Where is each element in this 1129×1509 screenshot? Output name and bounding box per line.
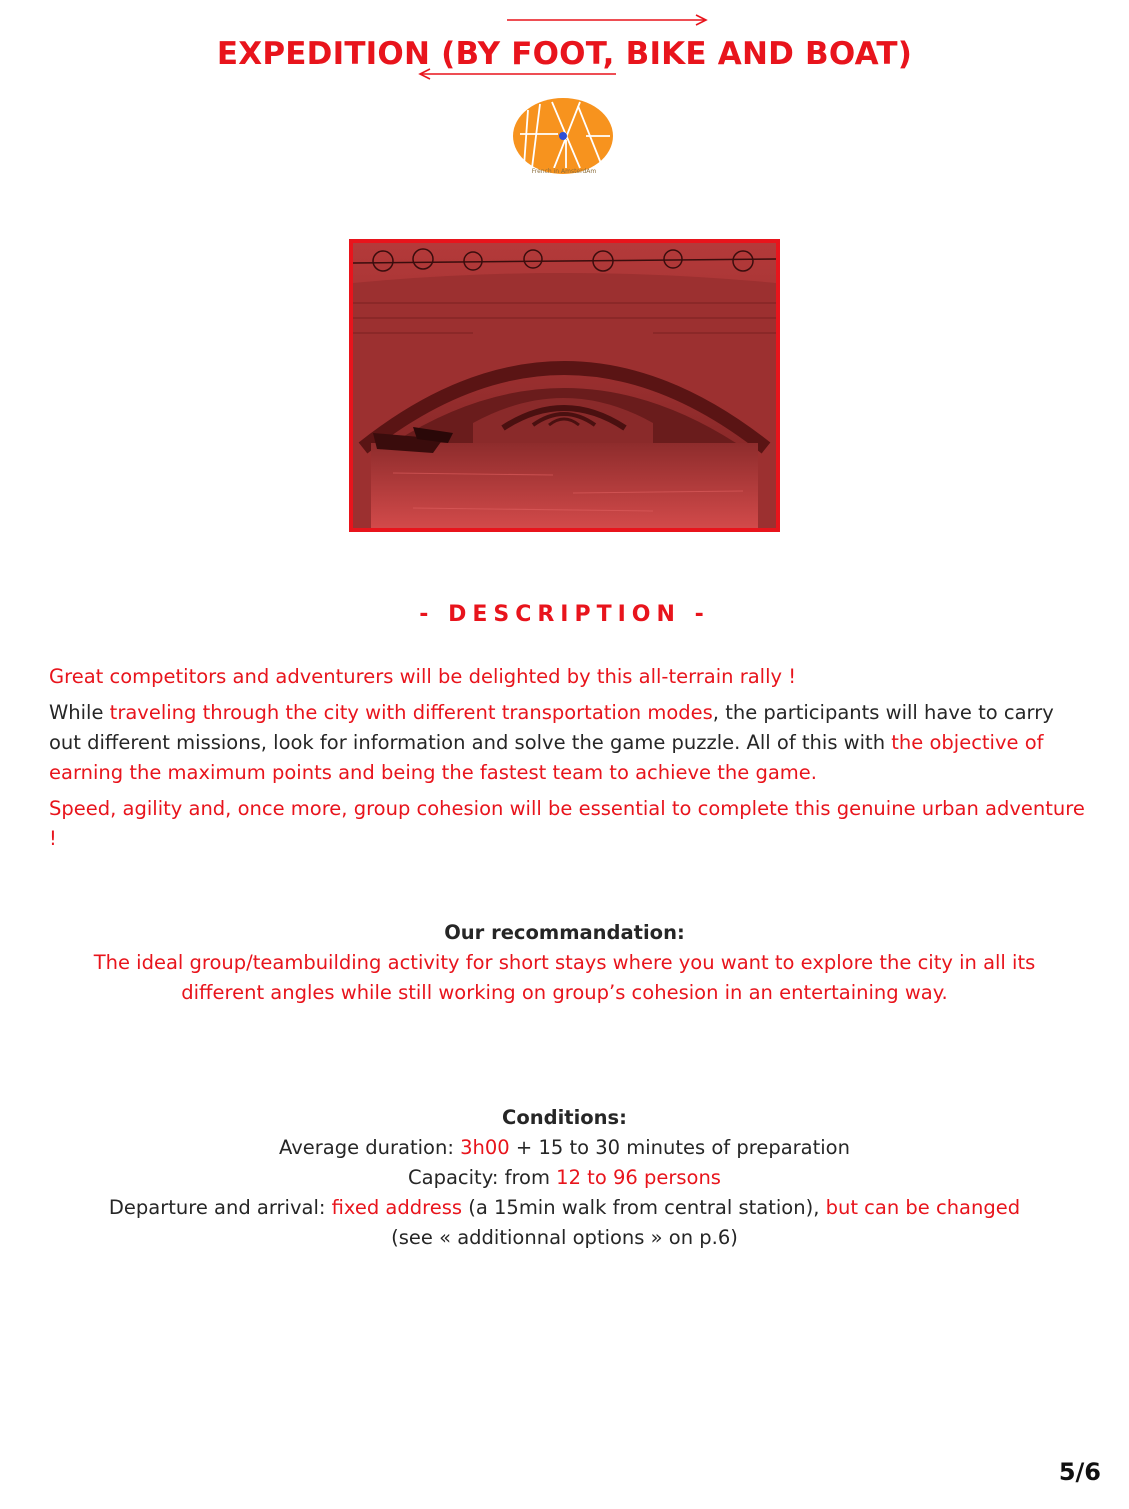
recommendation-heading: Our recommandation: <box>444 921 685 944</box>
recommendation-block <box>0 918 1129 1008</box>
duration-label: Average duration: <box>279 1136 461 1159</box>
departure-label: Departure and arrival: <box>108 1196 332 1219</box>
conditions-heading: Conditions: <box>502 1106 627 1129</box>
title-block <box>0 14 1129 86</box>
description-p2-d: the objective of earning the maximum points and being the fastest team to achieve the game. <box>49 731 1044 784</box>
conditions-duration <box>0 1133 1129 1163</box>
recommendation-body: The ideal group/teambuilding activity for short stays where you want to explore the city in all its different angles while still working on group’s cohesion in an entertaining way. <box>93 951 1036 1004</box>
description-paragraph-3: Speed, agility and, once more, group cohesion will be essential to complete this genuine urban adventure ! <box>49 797 1085 850</box>
conditions-see-options: (see « additionnal options » on p.6) <box>391 1226 738 1249</box>
conditions-block <box>0 1103 1129 1253</box>
logo-caption: French in AmsterdAm <box>531 168 597 175</box>
description-p2-b: traveling through the city with different transportation modes <box>109 701 713 724</box>
description-paragraph-2 <box>49 698 1089 788</box>
conditions-departure <box>0 1193 1129 1223</box>
description-title: - DESCRIPTION - <box>419 602 710 627</box>
duration-value: 3h00 <box>460 1136 510 1159</box>
capacity-label: Capacity: from <box>408 1166 557 1189</box>
capacity-value: 12 to 96 persons <box>556 1166 721 1189</box>
canal-photo-illustration <box>353 243 776 528</box>
description-body <box>49 662 1089 860</box>
duration-rest: + 15 to 30 minutes of preparation <box>509 1136 850 1159</box>
departure-change: but can be changed <box>825 1196 1021 1219</box>
page-title: EXPEDITION (BY FOOT, BIKE AND BOAT) <box>216 36 913 72</box>
canal-bridges-photo <box>349 239 780 532</box>
page-number: 5/6 <box>1058 1458 1101 1486</box>
description-p2-a: While <box>49 701 110 724</box>
description-paragraph-1: Great competitors and adventurers will be delighted by this all-terrain rally ! <box>49 665 797 688</box>
conditions-capacity <box>0 1163 1129 1193</box>
departure-rest: (a 15min walk from central station), <box>462 1196 826 1219</box>
departure-value: fixed address <box>331 1196 463 1219</box>
description-p2-c: , the participants will have to carry out different missions, look for information and solve the game puzzle. All of this with <box>49 701 1054 754</box>
